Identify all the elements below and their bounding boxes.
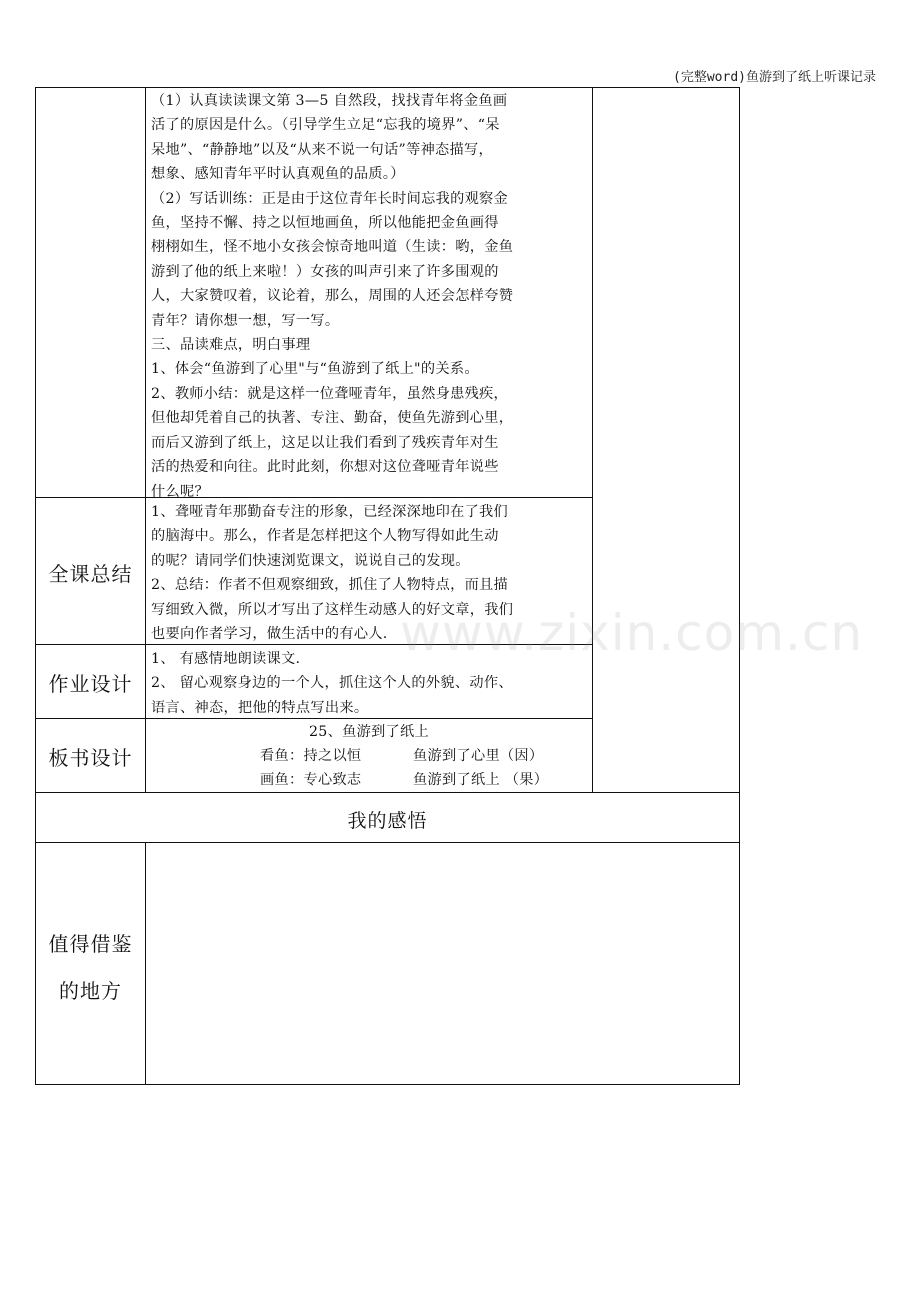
- rule-right: [739, 87, 740, 1085]
- text-line: 也要向作者学习，做生活中的有心人.: [151, 626, 388, 643]
- reflection-header: 我的感悟: [347, 810, 428, 832]
- rule-label-column: [145, 87, 146, 793]
- text-line: 1、 有感情地朗读课文.: [151, 651, 301, 667]
- rule-after-reflection-header: [35, 842, 740, 843]
- board-label: 板书设计: [48, 746, 133, 770]
- reflection-label-line1: 值得借鉴: [48, 932, 133, 956]
- text-line: 活了的原因是什么。（引导学生立足“忘我的境界”、“呆: [151, 117, 500, 134]
- text-line: （2）写话训练：正是由于这位青年长时间忘我的观察金: [151, 190, 509, 207]
- text-line: 而后又游到了纸上，这足以让我们看到了残疾青年对生: [151, 434, 499, 451]
- watermark: www.zixin.com.cn: [400, 604, 864, 662]
- board-row2-right: 鱼游到了纸上 （果）: [413, 772, 549, 788]
- text-line: 1、体会“鱼游到了心里"与“鱼游到了纸上"的关系。: [151, 361, 479, 378]
- rule-content-column: [592, 87, 593, 793]
- text-line: 语言、神态，把他的特点写出来。: [151, 699, 369, 716]
- text-line: 什么呢？: [151, 483, 209, 500]
- board-row1-right: 鱼游到了心里（因）: [413, 748, 544, 764]
- homework-label: 作业设计: [48, 672, 133, 696]
- rule-after-board: [35, 792, 740, 793]
- board-row1-left: 看鱼：持之以恒: [260, 748, 362, 764]
- text-line: 2、 留心观察身边的一个人，抓住这个人的外貌、动作、: [151, 675, 513, 692]
- text-line: 的呢？请同学们快速浏览课文，说说自己的发现。: [151, 552, 470, 569]
- text-line: 三、品读难点，明白事理: [151, 337, 311, 354]
- text-line: 1、聋哑青年那勤奋专注的形象，已经深深地印在了我们: [151, 504, 509, 520]
- text-line: 但他却凭着自己的执著、专注、勤奋，使鱼先游到心里，: [151, 410, 514, 427]
- text-line: 活的热爱和向往。此时此刻，你想对这位聋哑青年说些: [151, 459, 499, 476]
- text-line: （1）认真读读课文第 3—5 自然段，找找青年将金鱼画: [151, 93, 508, 109]
- board-row2-left: 画鱼：专心致志: [260, 772, 362, 788]
- rule-label-column-lower: [145, 842, 146, 1085]
- text-line: 2、总结：作者不但观察细致，抓住了人物特点，而且描: [151, 577, 509, 594]
- teaching-process-cell: [151, 89, 591, 504]
- text-line: 呆地”、“静静地”以及“从来不说一句话”等神态描写，: [151, 141, 494, 158]
- text-line: 鱼，坚持不懈、持之以恒地画鱼，所以他能把金鱼画得: [151, 215, 499, 232]
- text-line: 青年？请你想一想，写一写。: [151, 312, 340, 329]
- text-line: 想象、感知青年平时认真观鱼的品质。）: [151, 166, 405, 183]
- rule-bottom: [35, 1084, 740, 1085]
- reflection-label-line2: 的地方: [59, 979, 122, 1003]
- text-line: 2、教师小结：就是这样一位聋哑青年，虽然身患残疾，: [151, 385, 509, 402]
- text-line: 的脑海中。那么，作者是怎样把这个人物写得如此生动: [151, 528, 499, 545]
- text-line: 游到了他的纸上来啦！）女孩的叫声引来了许多围观的: [151, 263, 499, 280]
- document-header: (完整word)鱼游到了纸上听课记录: [673, 70, 876, 85]
- summary-label: 全课总结: [48, 562, 133, 586]
- text-line: 栩栩如生，怪不地小女孩会惊奇地叫道（生读：哟，金鱼: [151, 239, 514, 256]
- text-line: 人，大家赞叹着，议论着，那么，周围的人还会怎样夸赞: [151, 288, 514, 305]
- text-line: 写细致入微，所以才写出了这样生动感人的好文章，我们: [151, 601, 514, 618]
- board-title: 25、鱼游到了纸上: [308, 724, 430, 740]
